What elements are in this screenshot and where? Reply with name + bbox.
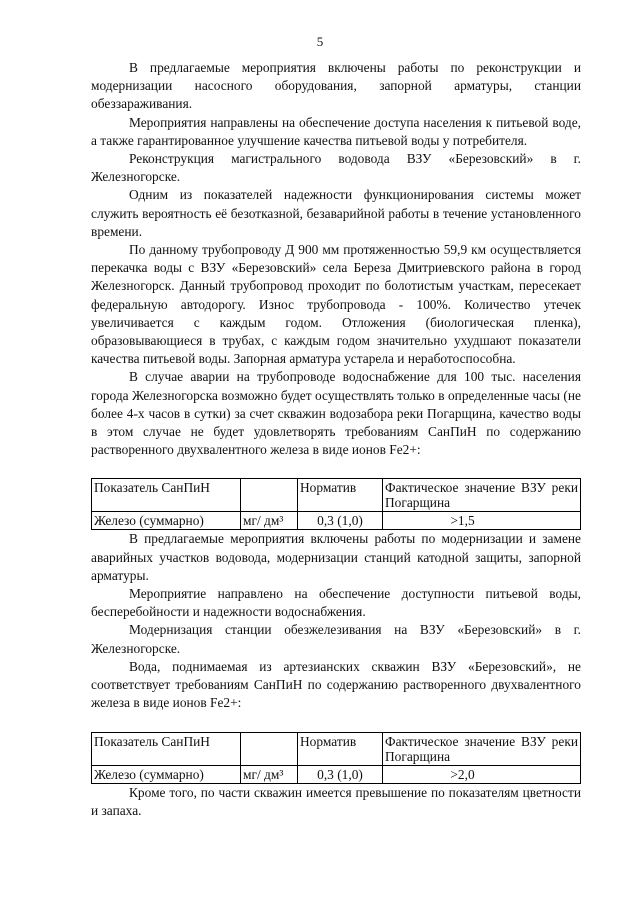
table-header-row [92,732,581,765]
section-heading: Модернизация станции обезжелезивания на ВЗУ «Березовский» в г. Железногорске. [91,622,581,656]
paragraph: Кроме того, по части скважин имеется превышение по показателям цветности и запаха. [91,784,581,818]
table-cell: 0,3 (1,0) [298,765,383,783]
sanpin-table-1 [91,478,581,530]
table-cell: мг/ дм³ [241,512,298,530]
paragraph: Мероприятие направлено на обеспечение доступности питьевой воды, бесперебойности и надежности водоснабжения. [91,586,581,620]
table-row [92,765,581,783]
table-cell: >1,5 [383,512,581,530]
document-body [91,59,581,820]
table-header-cell: Норматив [298,732,383,765]
table-header-cell: Показатель СанПиН [92,732,241,765]
table-cell: мг/ дм³ [241,765,298,783]
table-header-cell [241,732,298,765]
section-heading: Реконструкция магистрального водовода ВЗУ «Березовский» в г. Железногорске. [91,151,581,185]
table-row [92,512,581,530]
page-number: 5 [316,34,324,49]
table-cell: Железо (суммарно) [92,765,241,783]
table-header-cell: Показатель СанПиН [92,479,241,512]
paragraph: Вода, поднимаемая из артезианских скважин ВЗУ «Березовский», не соответствует требованиям СанПиН по содержанию растворенного двухвалентного железа в виде ионов Fe2+: [91,658,581,711]
table-header-row [92,479,581,512]
table-header-cell: Фактическое значение ВЗУ реки Погарщина [383,479,581,512]
paragraph: В предлагаемые мероприятия включены работы по реконструкции и модернизации насосного оборудования, запорной арматуры, станции обеззараживания. [91,60,581,112]
table-cell: >2,0 [383,765,581,783]
paragraph: По данному трубопроводу Д 900 мм протяженностью 59,9 км осуществляется перекачка воды с ВЗУ «Березовский» села Береза Дмитриевского района в город Железногорск. Данный трубопровод проходит по болотистым участкам, пересекает федеральную автодорогу. Износ трубопровода - 100%. Количество утечек увеличивается с каждым годом. Отложения (биологическая пленка), образовывающиеся в трубах, с каждым годом значительно ухудшают показатели качества питьевой воды. Запорная арматура устарела и неработоспособна. [91,242,581,367]
paragraph: Одним из показателей надежности функционирования системы может служить вероятность её безотказной, безаварийной работы в течение установленного времени. [91,187,581,239]
table-cell: Железо (суммарно) [92,512,241,530]
paragraph: Мероприятия направлены на обеспечение доступа населения к питьевой воде, а также гарантированное улучшение качества питьевой воды у потребителя. [91,114,581,148]
sanpin-table-2 [91,732,581,784]
paragraph: В предлагаемые мероприятия включены работы по модернизации и замене аварийных участков водовода, модернизации станций катодной защиты, запорной арматуры. [91,531,581,583]
table-header-cell [241,479,298,512]
paragraph: В случае аварии на трубопроводе водоснабжение для 100 тыс. населения города Железногорска возможно будет осуществлять только в определенные часы (не более 4-х часов в сутки) за счет скважин водозабора реки Погарщина, качество воды в этом случае не будет удовлетворять требованиям СанПиН по содержанию растворенного двухвалентного железа в виде ионов Fe2+: [91,369,581,458]
table-header-cell: Норматив [298,479,383,512]
table-cell: 0,3 (1,0) [298,512,383,530]
table-header-cell: Фактическое значение ВЗУ реки Погарщина [383,732,581,765]
